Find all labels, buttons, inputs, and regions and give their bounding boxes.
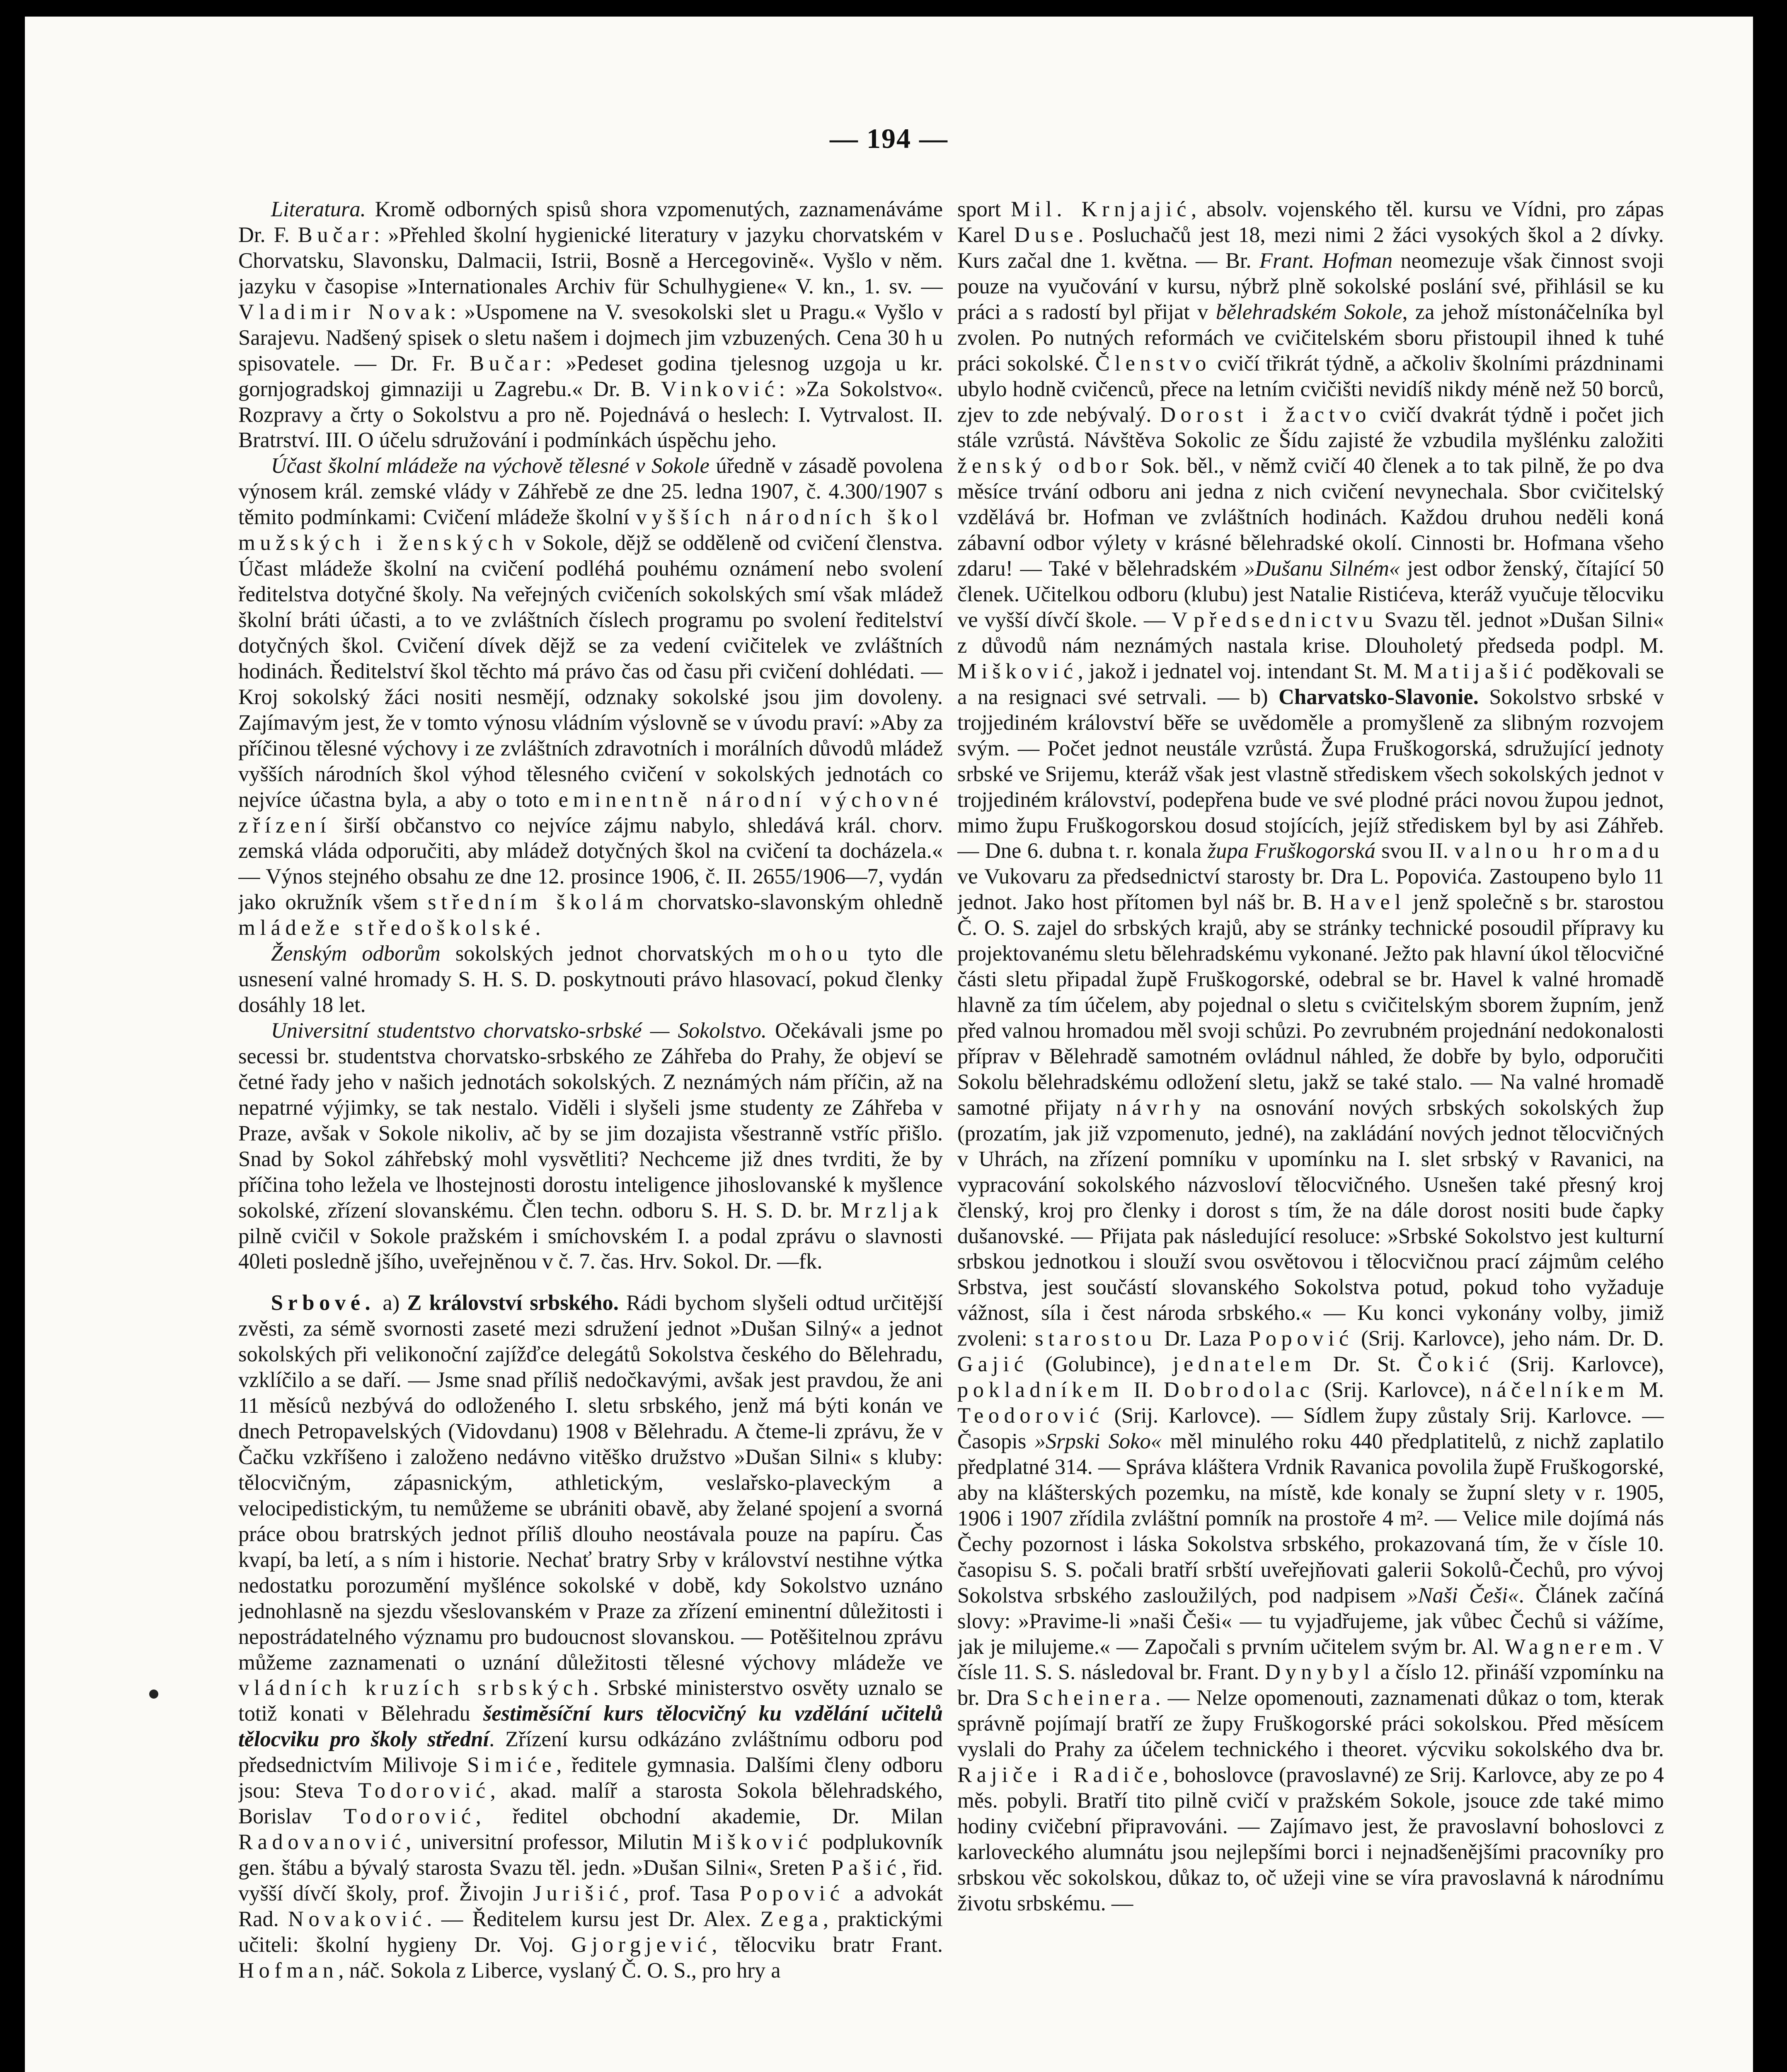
text-run: jenž společně s br. starostou Č. O. S. zajel do srbských krajů, aby se stránky technické posoudil přípravy ku projektovanému sletu bělehradskému vykonané. Ježto pak hlavní úkol tělocvičné části sletu připadal župě Fruškogorské, odebral se br. Havel k valné hromadě hlavně za tím účelem, aby pojednal o sletu s cvičitelským sborem župním, jenž před valnou hromadou měl svoji schůzi. Po zevrubném projednání nedokonalosti příprav v Bělehradě samotném ovládnul náhled, že dobře by bylo, odporučiti Sokolu bělehradskému odložení sletu, jakž se také stalo. — Na valné hromadě samotné přijaty (957, 890, 1664, 1120)
text-run: : »Pedeset godina tjelesnog uzgoja u kr. gornjogradskoj gimnaziji u Zagrebu.« Dr. B. (238, 351, 943, 401)
text-run: Sokolstvo srbské v trojjediném království běře se uvědoměle a promyšleně za slibným rozvojem svým. — Počet jednot neustále vzrůstá. Župa Fruškogorská, sdružující jednoty srbské ve Srijemu, kteráž však jest vlastně střediskem všech sokolských jednot v trojjediném království, podepřena bude ve své plodné práci novou župou jednot, mimo župu Fruškogorskou dosud stojících, jejíž střediskem byl by asi Záhřeb. — Dne 6. dubna t. r. konala (957, 685, 1664, 863)
text-run: »Naši Češi« (1407, 1583, 1519, 1607)
text-run: Matijašić (1414, 659, 1538, 683)
text-run: : »Uspomene na V. svesokolski slet u Pragu.« Vyšlo v Sarajevu. Nadšený spisek o sletu našem i dojmech jim vzbuzených. Cena 30 h u spisovatele. — Dr. Fr. (238, 300, 943, 375)
text-run: úředně v zásadě povolena výnosem král. zemské vlády v Záhřebě ze dne 25. ledna 1907, č. 4.300/1907 s těmito podmínkami: Cvičení mládeže školní (238, 454, 943, 530)
text-run: : »Přehled školní hygienické literatury v jazyku chorvatském v Chorvatsku, Slavonsku, Dalmacii, Istrii, Bosně a Hercegovině«. Vyšlo v něm. jazyku v časopise »Internationales Archiv für Schulhygiene« V. kn., 1. sv. — (238, 223, 943, 298)
text-run: (Golubince), (1028, 1352, 1173, 1377)
text-run: . — Nelze opomenouti, zaznamenati důkaz o tom, kterak správně pojímají bratří ze župy Fruškogorské práci sokolskou. Před měsícem vyslali do Prahy za účelem technického i theoret. výcviku sokolského dva br. (957, 1686, 1664, 1762)
text-run: Havel (1329, 890, 1406, 915)
text-run: cvičí dvakrát týdně i počet jich stále vzrůstá. Návštěva Sokolic ze Šídu zajisté že vzbudila myšlénku založiti (957, 402, 1664, 453)
text-run: Kromě odborných spisů shora vzpomenutých, zaznamenáváme Dr. F. (238, 197, 943, 247)
text-run: mohou (768, 942, 853, 966)
text-run: pilně cvičil v Sokole pražském i smíchovském I. a podal zprávu o slavnosti 40leti posledně jšího, uveřejněnou v č. 7. čas. Hrv. Sokol. Dr. —fk. (238, 1224, 943, 1274)
text-run: vládních kruzích srbských (238, 1676, 593, 1700)
text-run: měl minulého roku 440 předplatitelů, z nichž zaplatilo předplatné 314. — Správa kláštera Vrdnik Ravanica povolila župě Fruškogorské, aby na klášterských pozemku, na místě, kde konaly se župní slety v r. 1905, 1906 i 1907 zřídila zvláštní pomník na prostoře 4 m². — Velice mile dojímá nás Čechy pozornost i láska Sokolstva srbského, prokazovaná tím, že v čísle 10. časopisu S. S. počali bratří srbští uveřejňovati galerii Sokolů-Čechů, pro vývoj Sokolstva srbského zasloužilých, pod nadpisem (957, 1429, 1664, 1607)
paragraph (238, 197, 943, 453)
text-run: Dr. St. (1316, 1352, 1418, 1377)
text-run: , náč. Sokola z Liberce, vyslaný Č. O. S., pro hry a (338, 1958, 781, 1982)
text-run: Bučar (298, 223, 374, 247)
text-run: Radovanović (238, 1830, 406, 1854)
text-run: podplukovník gen. štábu a bývalý starosta Svazu těl. jedn. »Dušan Silni«, Sreten (238, 1830, 943, 1880)
page-number: — 194 — (830, 123, 948, 154)
text-run: Scheinera (1026, 1686, 1155, 1710)
text-run: , za jehož místonáčelníka byl zvolen. Po nutných reformách ve cvičitelském sboru přistoupil ihned k tuhé práci sokolské. (957, 300, 1664, 375)
text-run: Dynybyl (1265, 1660, 1375, 1685)
text-run: Očekávali jsme po secessi br. studentstva chorvatsko-srbského ze Záhřeba do Prahy, že objeví se četné řady jeho v našich jednotách sokolských. Z neznámých nám příčin, až na nepatrné výjimky, se tak nestalo. Viděli i slyšeli jsme studenty ze Záhřeba v Praze, avšak v Sokole nikoliv, ač by se jim dozajista všestranně vstříc přišlo. Snad by Sokol záhřebský mohl vysvětliti? Nechceme již dnes tvrditi, že by příčina toho ležela ve lhostejnosti dorostu inteligence jihoslovanské k myšlence sokolské, zřízení slovanskému. Člen techn. odboru S. H. S. D. br. (238, 1019, 943, 1222)
text-run: pokladníkem (957, 1378, 1124, 1402)
text-run: : »Za Sokolstvo«. Rozpravy a črty o Sokolstvu a pro ně. Pojednává o heslech: I. Vytrvalost. II. Bratrství. III. O účelu sdružování i podmínkách úspěchu jeho. (238, 377, 943, 453)
text-run: , absolv. vojenského těl. kursu ve Vídni, pro zápas Karel (957, 197, 1664, 247)
text-run: . Článek začíná slovy: »Pravime-li »naši Češi« — tu vyjadřujeme, jak vůbec Čechů si vážíme, jak je milujeme.« — Započali s prvním učitelem svým br. Al. (957, 1583, 1664, 1659)
text-run: předsednictvu (1194, 608, 1378, 632)
text-run: Dr. Laza (1156, 1326, 1249, 1351)
text-run: Popović (739, 1881, 845, 1905)
text-run: Srbové. (271, 1291, 375, 1315)
text-run: Členstvo (1095, 351, 1211, 375)
text-run: župa Fruškogorská (1207, 839, 1375, 863)
text-run: . (535, 916, 541, 940)
text-run: vyšších národních škol mužských i ženských (238, 505, 943, 555)
text-run: . V čísle 11. S. S. následoval br. Frant. (957, 1634, 1664, 1685)
text-run: , jakož i jednatel voj. intendant St. M. (1078, 659, 1414, 683)
text-run: cvičí třikrát týdně, a ačkoliv školními prázdninami ubylo hodně cvičenců, přece na letním cvičišti nevidíš nikdy méně než 50 borců, zjev to zde nebývalý. (957, 351, 1664, 427)
text-run: , ředitel obchodní akademie, Dr. Milan (475, 1804, 943, 1829)
text-run: Universitní studentstvo chorvatsko-srbské — Sokolstvo. (271, 1019, 767, 1043)
text-run: Duse (1014, 223, 1078, 247)
text-run: a advokát Rad. (238, 1881, 943, 1931)
text-run: Literatura. (271, 197, 366, 221)
text-run: Rádi bychom slyšeli odtud určitější zvěsti, za sémě svornosti zaseté mezi sdružení jednot »Dušan Silný« a jednot sokolských při velikonoční zajížďce delegátů Sokolstva českého do Bělehradu, vzklíčilo a se daří. — Jsme snad příliš nedočkavými, avšak jest pravdou, že ani 11 měsíců nezbývá do odloženého I. sletu srbského, jenž má býti konán ve dnech Petropavelských (Vidovdanu) 1908 v Bělehradu. A čteme-li zprávu, že v Čačku vzkříšeno i založeno nedávno vitěško družstvo »Dušan Silni« s kluby: tělocvičným, zápasnickým, athletickým, veslařsko-plaveckým a velocipedistickým, tu nemůžeme se ubrániti obavě, aby želané spojení a svorná práce obou bratrských jednot příliš dlouho neostávala pouze na papíru. Čas kvapí, ba letí, a s ním i historie. Nechať bratry Srby v království nestihne výtka nedostatku porozumění myšlénce sokolské v době, kdy Sokolstvo uznáno jednohlasně na sjezdu všeslovanském v Praze za zřízení eminentní důležitosti i nepostrádatelného významu pro budoucnost slovanskou. — Potěšitelnou zprávu můžeme zaznamenati o uznání důležitosti tělesné výchovy mládeže ve (238, 1291, 943, 1675)
text-run: M. (1629, 1378, 1664, 1402)
text-run: Bučar (470, 351, 546, 375)
text-run: . Zřízení kursu odkázáno zvláštnímu odboru pod předsednictvím Milivoje (238, 1727, 943, 1777)
text-run: mládeže středoškolské (238, 916, 535, 940)
text-run: v Sokole, dějž se odděleně od cvičení členstva. Účast mládeže školní na cvičení podléhá pouhému oznámení nebo svolení ředitelstva dotyčné školy. Na veřejných cvičeních sokolských smí však mládež školní bráti účasti, a to ve zvláštních číslech programu po svolení ředitelství dotyčných škol. Cvičení dívek dějž se za vedení cvičitelek ve zvláštních hodinách. Ředitelství škol těchto má právo čas od času při cvičení dohlédati. — Kroj sokolský žáci nositi nesmějí, odznaky sokolské jsou jim dovoleny. Zajímavým jest, že v tomto výnosu vládním výslovně se v úvodu praví: »Aby za příčinou tělesné výchovy i ze zvláštních zdravotních i morálních důvodů mládež vyšších národních škol výhod tělesného cvičení v sokolských jednotách co nejvíce účastna byla, a aby o toto (238, 531, 943, 812)
text-run: valnou hromadu (1454, 839, 1664, 863)
text-run: Gajić (957, 1352, 1029, 1377)
text-run: jednatelem (1172, 1352, 1316, 1377)
text-run: . — Ředitelem kursu jest Dr. Alex. (426, 1907, 760, 1931)
text-run: návrhy (1116, 1095, 1206, 1120)
text-run: sport (957, 197, 1011, 221)
text-run: Simiće (467, 1753, 557, 1777)
paragraph (238, 453, 943, 941)
text-run: »Dušanu Silném« (1244, 557, 1400, 581)
text-run: poděkovali se a na resignaci své setrvali. — b) (957, 659, 1664, 709)
margin-bullet (149, 1690, 158, 1699)
text-run: na osnování nových srbských sokolských žup (prozatím, jak již vzpomenuto, jedné), na zakládání nových jednot tělocvičných v Uhrách, na zřízení pomníku v upomínku na I. slet srbský v Ravanici, na vypracování sokolského názvosloví tělocvičného. Usnešen také přesný kroj členský, kroj pro členky i dorost s tím, že na dále dorost nositi bude čapky dušanovské. — Přijata pak následující resoluce: »Srbské Sokolstvo jest kulturní srbskou jednotkou i slouží svou osvětovou i tělocvičnou prací zájmům celého Srbstva, jest součástí slovanského Sokolstva potud, pokud toho vyžaduje vážnost, síla i čest národa srbského.« — Ku konci vykonány volby, jimiž zvoleni: (957, 1095, 1664, 1351)
text-run: , akad. malíř a starosta Sokola bělehradského, Borislav (238, 1779, 943, 1829)
text-run: širší občanstvo co nejvíce zájmu nabylo, shledává král. chorv. zemská vláda odporučiti, aby mládež dotyčných škol na cvičení ta docházela.« — Výnos stejného obsahu ze dne 12. prosince 1906, č. II. 2655/1906—7, vydán jako okružník všem (238, 813, 943, 915)
text-run: , ředitele gymnasia. Dalšími členy odboru jsou: Steva (238, 1753, 943, 1803)
text-run: Mišković (957, 659, 1078, 683)
text-run: Todorović (343, 1804, 476, 1829)
text-run: (Srij. Karlovce), (1314, 1378, 1481, 1402)
text-run: Dorost i žactvo (1160, 402, 1371, 427)
text-run: Novaković (288, 1907, 427, 1931)
text-run: Z království srbského. (407, 1291, 619, 1315)
text-run: Mišković (692, 1830, 813, 1854)
text-run: šestiměsíční kurs tělocvičný ku vzdělání učitelů tělocviku pro školy střední (238, 1702, 943, 1752)
text-run: Jurišić (533, 1881, 624, 1905)
text-run: Rajiče i Radiče (957, 1763, 1163, 1787)
text-run: chorvatsko-slavonským ohledně (648, 890, 943, 915)
text-run: neomezuje však činnost svoji pouze na vyučování v kursu, nýbrž plně sokolské poslání své, přihlásil se ku práci a s radostí byl přijat v (957, 248, 1664, 324)
text-run: sokolských jednot chorvatských (440, 942, 768, 966)
text-run: Todorović (358, 1779, 490, 1803)
text-run: bělehradském Sokole (1216, 300, 1402, 324)
text-run: starostou (1035, 1326, 1157, 1351)
paragraph (238, 1018, 943, 1275)
text-run: a číslo 12. přináší vzpomínku na br. Dra (957, 1660, 1664, 1710)
text-run: jest odbor ženský, čítající 50 členek. Učitelkou odboru (klubu) jest Natalie Ristićeva, kteráž vyučuje tělocviku ve vyšší dívčí škole. — V (957, 557, 1664, 632)
text-run: (Srij. Karlovce), (1493, 1352, 1664, 1377)
text-run: Wagnerem (1505, 1634, 1637, 1659)
text-run: Vladimir Novak (238, 300, 450, 324)
paragraph (957, 197, 1664, 1917)
text-run: Mrzljak (840, 1198, 943, 1222)
text-run: Svazu těl. jednot »Dušan Silni« z důvodů nám neznámých nastala krise. Dlouholetý předseda podpl. M. (957, 608, 1664, 658)
text-run: , praktickými učiteli: školní hygieny Dr. Voj. (238, 1907, 943, 1957)
text-run: Gjorgjević (571, 1932, 712, 1957)
text-run: (Srij. Karlovce). — Sídlem župy zůstaly Srij. Karlovce. — Časopis (957, 1404, 1664, 1453)
text-run: . Srbské ministerstvo osvěty uznalo se totiž konati v Bělehradu (238, 1676, 943, 1726)
text-run: , řid. vyšší dívčí školy, prof. Živojin (238, 1856, 943, 1905)
text-run: Účast školní mládeže na výchově tělesné v Sokole (271, 454, 709, 478)
text-run: . Posluchačů jest 18, mezi nimi 2 žáci vysokých škol a 2 dívky. Kurs začal dne 1. května. — Br. (957, 223, 1664, 273)
text-run: , prof. Tasa (623, 1881, 740, 1905)
right-column (957, 197, 1664, 2072)
text-run: II. (1124, 1378, 1164, 1402)
text-run: náčelníkem (1481, 1378, 1629, 1402)
text-run: středním školám (428, 890, 648, 915)
paragraph (238, 941, 943, 1018)
text-run: Mil. Krnjajić (1010, 197, 1191, 221)
text-run: »Srpski Soko« (1034, 1429, 1162, 1453)
text-run: ve Vukovaru za předsednictví starosty br. Dra L. Popovića. Zastoupeno bylo 11 jednot. Jako host přítomen byl náš br. B. (957, 864, 1664, 915)
text-run: ženský odbor (957, 454, 1133, 478)
text-run: Hofman (238, 1958, 339, 1982)
text-run: Sok. běl., v němž cvičí 40 členek a to tak pilně, že po dva měsíce trvání odboru ani jedna z nich cvičení nevynechala. Sbor cvičitelský vzdělává br. Hofman ve zvláštních hodinách. Každou druhou neděli koná zábavní odbor výlety v krásné bělehradské okolí. Cinnosti br. Hofmana všeho zdaru! — Také v bělehradském (957, 454, 1664, 581)
text-run: svou II. (1375, 839, 1455, 863)
left-column (238, 197, 943, 2072)
text-run: tyto dle usnesení valné hromady S. H. S. D. poskytnouti právo hlasovací, pokud členky dosáhly 18 let. (238, 942, 943, 1017)
page-sheet (25, 17, 1753, 2072)
text-run: Popović (1248, 1326, 1354, 1351)
text-run: Ženským odborům (271, 942, 441, 966)
text-run: Dobrodolac (1163, 1378, 1315, 1402)
text-run: , universitní professor, Milutin (406, 1830, 693, 1854)
text-run: Teodorović (957, 1404, 1104, 1428)
text-run: Pašić (831, 1856, 901, 1880)
text-run: Charvatsko-Slavonie. (1279, 685, 1479, 709)
text-run: Frant. Hofman (1259, 248, 1393, 273)
paragraph (238, 1290, 943, 1983)
text-run: , bohoslovce (pravoslavné) ze Srij. Karlovce, aby ze po 4 měs. pobyli. Bratří tito pilně cvičí v pražském Sokole, jsouce zde také mimo hodiny cvičební připravováni. — Zajímavo jest, že pravoslavní bohoslovci z karloveckého alumnátu jsou nejlepšími borci i nejnadšenějšími pracovníky pro srbskou věc sokolskou, důkaz to, oč užeji vine se víra pravoslavná k národnímu životu srbskému. — (957, 1763, 1664, 1915)
text-run: Čokić (1417, 1352, 1494, 1377)
text-run: Zega (760, 1907, 823, 1931)
text-run: Vinković (661, 377, 779, 401)
text-run: (Srij. Karlovce), jeho nám. Dr. D. (1353, 1326, 1664, 1351)
text-run: a) (375, 1291, 407, 1315)
text-run: , tělocviku bratr Frant. (712, 1932, 943, 1957)
text-run: eminentně národní výchovné zřízení (238, 787, 943, 838)
